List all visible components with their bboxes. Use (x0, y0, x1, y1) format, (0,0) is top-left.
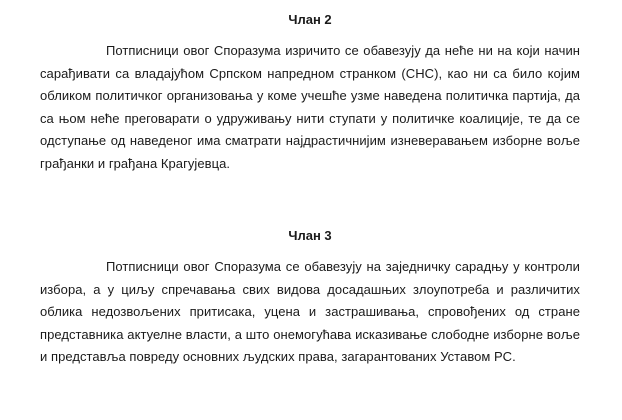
article-2-body: Потписници овог Споразума изричито се обавезују да неће ни на који начин сарађивати са владајућом Српском напредном странком (СНС), као ни са било којим обликом политичког организовања у коме учешће узме наведена политичка партија, да са њом неће преговарати о удруживању нити ступати у политичке коалиције, те да се одступање од наведеног има сматрати најдрастичнијим изневеравањем изборне воље грађанки и грађана Крагујевца. (40, 43, 580, 171)
article-3-body: Потписници овог Споразума се обавезују на заједничку сарадњу у контроли избора, а у циљу спречавања свих видова досадашњих злоупотреба и различитих облика недозвољених притисака, уцена и застрашивања, спровођених од стране представника актуелне власти, а што онемогућава исказивање слободне изборне воље и представља повреду основних људских права, загарантованих Уставом РС. (40, 259, 580, 365)
article-3-title: Члан 3 (288, 228, 332, 243)
article-2-title: Члан 2 (288, 12, 332, 27)
